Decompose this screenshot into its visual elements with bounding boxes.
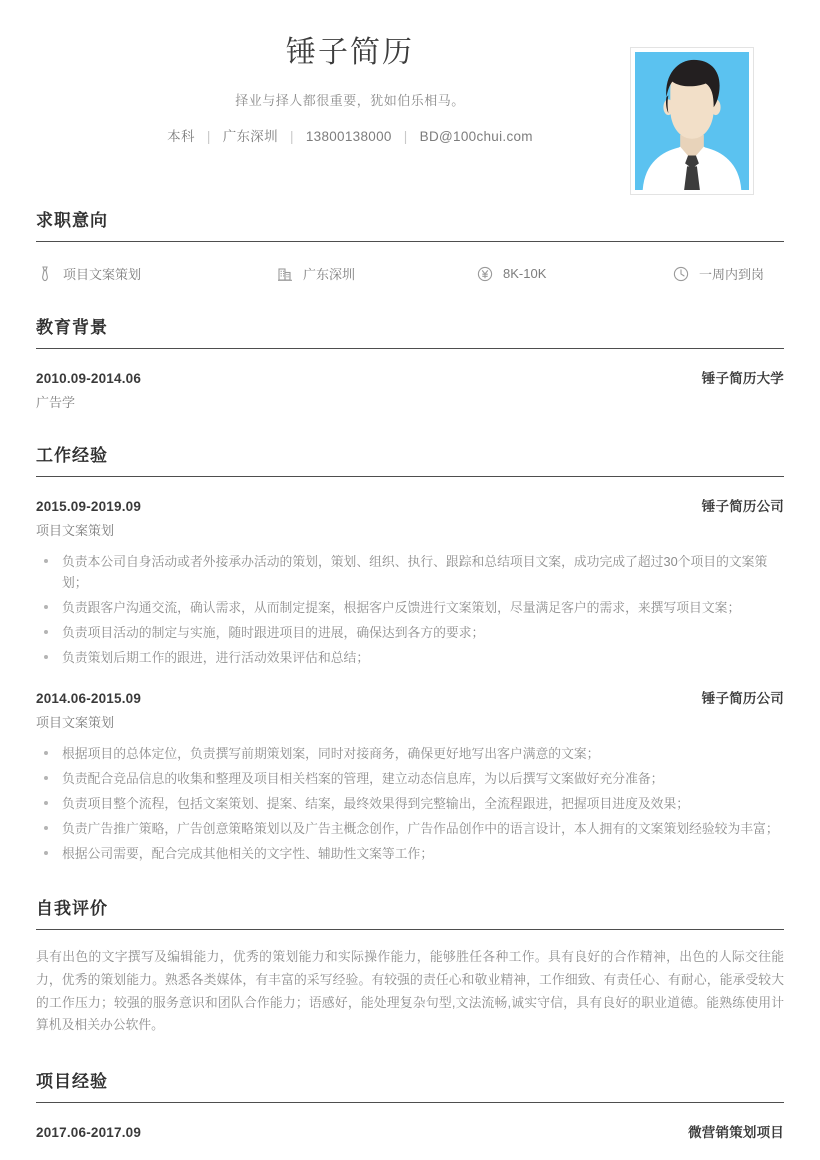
- entry-date: 2017.06-2017.09: [36, 1125, 142, 1141]
- section-intention: [36, 206, 784, 283]
- entry-bullets: [36, 551, 784, 669]
- entry-subtitle: 项目文案策划: [36, 714, 115, 730]
- avatar: [630, 47, 754, 195]
- contact-separator: |: [206, 128, 211, 144]
- resume-header: [36, 0, 784, 176]
- bullet-item: 负责项目活动的制定与实施，随时跟进项目的进展，确保达到各方的要求；: [36, 622, 784, 643]
- education-entry: [36, 367, 784, 411]
- entry-header: [36, 1121, 784, 1141]
- bullet-item: 负责跟客户沟通交流，确认需求，从而制定提案，根据客户反馈进行文案策划，尽量满足客户的需求，来撰写项目文案；: [36, 597, 784, 618]
- entry-subtitle: 项目文案策划: [36, 523, 115, 538]
- bullet-item: 负责广告推广策略，广告创意策略策划以及广告主概念创作，广告作品创作中的语言设计，本人拥有的文案策划经验较为丰富；: [36, 818, 784, 839]
- section-title-intention: 求职意向: [36, 211, 108, 230]
- entry-header: [36, 687, 784, 707]
- section-self-evaluation: [36, 894, 784, 1037]
- work-entry: [36, 687, 784, 865]
- contact-line: [36, 125, 664, 145]
- section-divider: [36, 476, 784, 477]
- entry-date: 2014.06-2015.09: [36, 690, 142, 706]
- intention-label: 一周内到岗: [699, 267, 765, 282]
- entry-header: [36, 367, 784, 387]
- section-title-self-evaluation: 自我评价: [36, 899, 108, 919]
- section-divider: [36, 241, 784, 242]
- project-entry: [36, 1121, 784, 1141]
- bullet-item: 负责项目整个流程，包括文案策划、提案、结案，最终效果得到完整输出，全流程跟进，把握项目进度及效果；: [36, 793, 784, 814]
- bullet-item: 根据项目的总体定位，负责撰写前期策划案，同时对接商务，确保更好地写出客户满意的文案；: [36, 743, 784, 764]
- section-title-project: 项目经验: [36, 1072, 108, 1092]
- entry-organization: 锤子简历公司: [701, 690, 784, 706]
- section-title-education: 教育背景: [36, 318, 108, 337]
- work-entry: [36, 495, 784, 669]
- section-work: [36, 441, 784, 864]
- bullet-item: 根据公司需要，配合完成其他相关的文字性、辅助性文案等工作；: [36, 843, 784, 864]
- intention-item-salary: [476, 264, 672, 283]
- contact-phone: 13800138000: [305, 128, 392, 144]
- tie-icon: [36, 265, 54, 283]
- intention-item-availability: [672, 264, 784, 283]
- clock-icon: [672, 265, 690, 283]
- entry-subtitle: 广告学: [36, 395, 76, 410]
- section-divider: [36, 348, 784, 349]
- contact-separator: |: [289, 128, 294, 144]
- contact-separator: |: [403, 128, 408, 144]
- entry-date: 2015.09-2019.09: [36, 499, 142, 514]
- section-divider: [36, 929, 784, 930]
- avatar-image: [635, 52, 749, 190]
- avatar-illustration-icon: [635, 52, 749, 190]
- intention-items: [36, 264, 784, 283]
- contact-location: 广东深圳: [222, 128, 278, 144]
- entry-bullets: [36, 743, 784, 865]
- intention-label: 项目文案策划: [63, 267, 142, 282]
- entry-organization: 锤子简历公司: [701, 499, 784, 514]
- yen-icon: [476, 265, 494, 283]
- entry-organization: 锤子简历大学: [701, 371, 784, 386]
- bullet-item: 负责本公司自身活动或者外接承办活动的策划，策划、组织、执行、跟踪和总结项目文案，成功完成了超过30个项目的文案策划；: [36, 551, 784, 593]
- bullet-item: 负责配合竞品信息的收集和整理及项目相关档案的管理，建立动态信息库，为以后撰写文案做好充分准备；: [36, 768, 784, 789]
- contact-email: BD@100chui.com: [419, 128, 533, 144]
- intention-item-location: [276, 264, 476, 283]
- page-title: 锤子简历: [286, 36, 414, 69]
- entry-header: [36, 495, 784, 515]
- building-icon: [276, 265, 294, 283]
- entry-date: 2010.09-2014.06: [36, 371, 142, 386]
- intention-item-position: [36, 264, 276, 283]
- header-motto: 择业与择人都很重要，犹如伯乐相马。: [235, 92, 465, 108]
- section-project: [36, 1067, 784, 1141]
- section-title-work: 工作经验: [36, 446, 108, 465]
- intention-label: 广东深圳: [303, 267, 356, 282]
- bullet-item: 负责策划后期工作的跟进，进行活动效果评估和总结；: [36, 647, 784, 668]
- intention-label: 8K-10K: [503, 266, 547, 281]
- section-education: [36, 313, 784, 411]
- section-divider: [36, 1102, 784, 1103]
- entry-organization: 微营销策划项目: [688, 1125, 784, 1141]
- self-evaluation-text: 具有出色的文字撰写及编辑能力，优秀的策划能力和实际操作能力，能够胜任各种工作。具有良好的合作精神，出色的人际交往能力，优秀的策划能力。熟悉各类媒体，有丰富的采写经验。有较强的责任心和敬业精神，工作细致、有责任心、有耐心，能承受较大的工作压力；较强的服务意识和团队合作能力；语感好，能处理复杂句型,文法流畅,诚实守信，具有良好的职业道德。能熟练使用计算机及相关办公软件。: [36, 949, 784, 1033]
- contact-education: 本科: [167, 128, 195, 144]
